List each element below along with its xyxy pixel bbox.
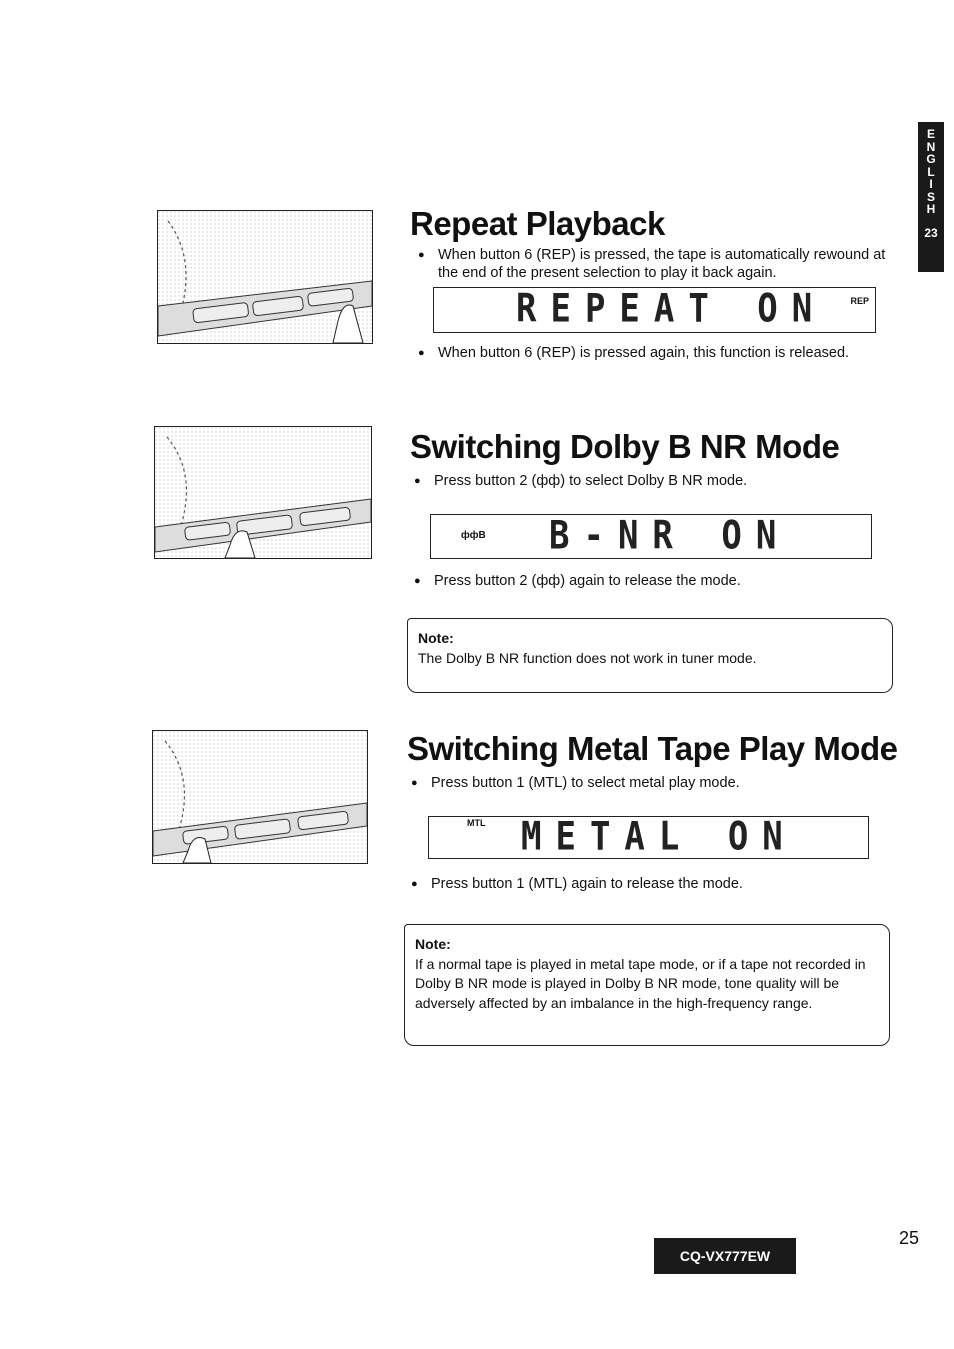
page-number: 25 (899, 1228, 920, 1248)
note-label: Note: (415, 936, 451, 952)
lang-letter: G (926, 152, 936, 166)
rep-indicator: REP (850, 296, 869, 306)
section-title-repeat: Repeat Playback (410, 205, 665, 242)
repeat-bullet-1-text: When button 6 (REP) is pressed, the tape is automatically rewound at the end of the present selection to play it back again. (438, 247, 886, 281)
mtl-indicator: MTL (467, 818, 486, 828)
lang-letter: S (926, 189, 935, 204)
dolby-indicator: ффB (461, 530, 486, 541)
dolby-note-box (407, 618, 893, 693)
note-label: Note: (418, 630, 454, 646)
metal-illustration (152, 730, 368, 864)
dolby-bullet-2-text: Press button 2 (фф) again to release the mode. (434, 573, 741, 589)
dolby-lcd-display (430, 514, 872, 559)
metal-note-box (404, 924, 890, 1046)
section-title-dolby: Switching Dolby B NR Mode (410, 428, 840, 465)
metal-bullet-2 (411, 875, 881, 893)
repeat-bullet-1 (418, 246, 888, 282)
dolby-illustration (154, 426, 372, 559)
lang-letter: L (927, 164, 935, 179)
language-tab-page: 23 (924, 225, 938, 240)
metal-bullet-1-text: Press button 1 (MTL) to select metal play mode. (431, 775, 740, 791)
dolby-bullet-1-text: Press button 2 (фф) to select Dolby B NR mode. (434, 473, 748, 489)
car-stereo-illustration (158, 211, 372, 343)
lang-letter: H (926, 202, 936, 216)
bullet-icon: ● (411, 878, 418, 890)
section-title-metal: Switching Metal Tape Play Mode (407, 730, 898, 767)
bullet-icon: ● (414, 475, 421, 487)
repeat-bullet-2-text: When button 6 (REP) is pressed again, this function is released. (438, 345, 850, 361)
metal-lcd-display (428, 816, 869, 859)
repeat-bullet-2 (418, 344, 898, 362)
metal-lcd-text: METAL ON (521, 814, 797, 860)
note-text: If a normal tape is played in metal tape mode, or if a tape not recorded in Dolby B NR mode is played in Dolby B NR mode, tone quality will be adversely affected by an imbalance in the high-frequency range. (415, 955, 866, 1011)
language-tab (918, 122, 944, 272)
model-number-badge: CQ-VX777EW (654, 1238, 796, 1274)
lang-letter: N (926, 139, 936, 154)
bullet-icon: ● (418, 249, 425, 261)
bullet-icon: ● (418, 347, 425, 359)
repeat-lcd-text: REPEAT ON (516, 286, 827, 332)
dolby-bullet-1 (414, 472, 884, 490)
car-stereo-illustration (155, 427, 371, 558)
note-text: The Dolby B NR function does not work in tuner mode. (418, 649, 757, 666)
metal-bullet-2-text: Press button 1 (MTL) again to release the mode. (431, 876, 743, 892)
repeat-lcd-display (433, 287, 876, 333)
lang-letter: I (929, 177, 933, 191)
bullet-icon: ● (414, 575, 421, 587)
lang-letter: E (926, 127, 935, 141)
metal-bullet-1 (411, 774, 881, 792)
repeat-illustration (157, 210, 373, 344)
language-tab-letters (926, 128, 935, 216)
car-stereo-illustration (153, 731, 367, 863)
dolby-bullet-2 (414, 572, 884, 590)
bullet-icon: ● (411, 777, 418, 789)
dolby-lcd-text: B-NR ON (549, 513, 791, 559)
